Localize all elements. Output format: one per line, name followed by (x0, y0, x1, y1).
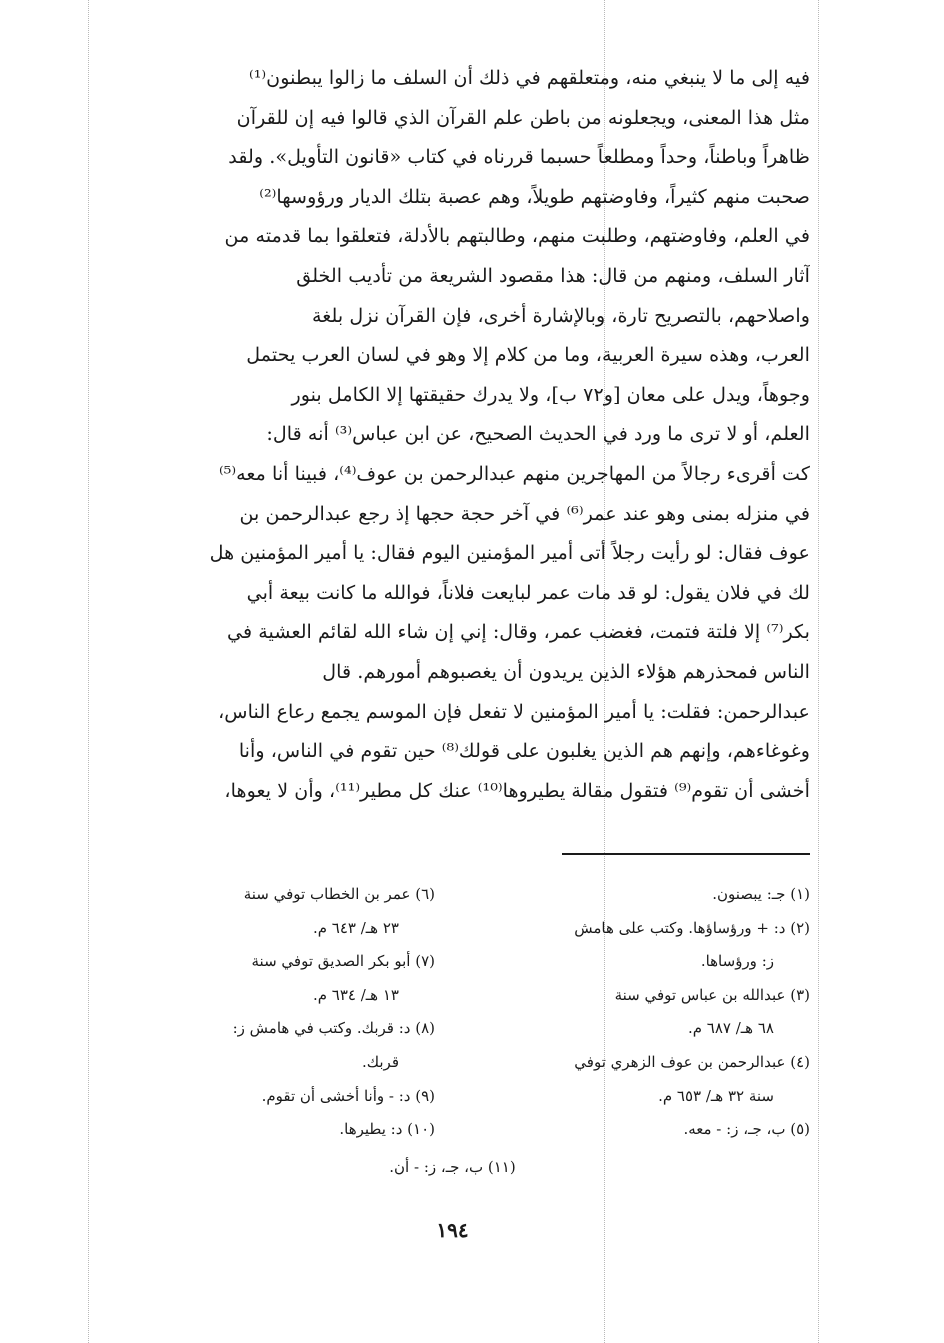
text-line: العلم، أو لا ترى ما ورد في الحديث الصحيح، عن ابن عباس⁽³⁾ أنه قال: (266, 422, 810, 446)
footnotes-right-column (470, 878, 810, 1147)
footnote-11: (١١) ب، جـ، ز: - أن. (389, 1158, 516, 1176)
footnote: (٤) عبدالرحمن بن عوف الزهري توفي (574, 1052, 810, 1071)
footnote-continuation: ٦٨ هـ/ ٦٨٧ م. (687, 1019, 774, 1038)
text-line: في منزله بمنى وهو عند عمر⁽⁶⁾ في آخر حجة حجها إذ رجع عبدالرحمن بن (239, 501, 810, 525)
scan-guide-line (88, 0, 89, 1343)
footnote-continuation: ز: ورؤساها. (700, 952, 774, 971)
text-line: آثار السلف، ومنهم من قال: هذا مقصود الشريعة من تأديب الخلق (296, 263, 810, 287)
text-line: وغوغاءهم، وإنهم هم الذين يغلبون على قولك⁽⁸⁾ حين تقوم في الناس، وأنا (238, 739, 810, 763)
text-line: ظاهراً وباطناً، وحداً ومطلعاً حسبما قررناه في كتاب «قانون التأويل». ولقد (228, 145, 810, 169)
text-line: العرب، وهذه سيرة العربية، وما من كلام إلا وهو في لسان العرب يحتمل (246, 343, 810, 367)
text-line: عوف فقال: لو رأيت رجلاً أتى أمير المؤمنين اليوم فقال: يا أمير المؤمنين هل (209, 541, 810, 565)
text-line: لك في فلان يقول: لو قد مات عمر لبايعت فلاناً، فوالله ما كانت بيعة أبي (246, 580, 810, 604)
footnote: (٩) د: - وأنا أخشى أن تقوم. (261, 1086, 435, 1105)
footnote: (٣) عبدالله بن عباس توفي سنة (614, 985, 810, 1004)
text-line: فيه إلى ما لا ينبغي منه، ومتعلقهم في ذلك أن السلف ما زالوا يبطنون⁽¹⁾ (248, 66, 810, 89)
footnote: (٨) د: قربك. وكتب في هامش ز: (232, 1019, 435, 1038)
footnote: (١) جـ: يبصنون. (712, 885, 810, 903)
footnote-continuation: قربك. (361, 1052, 399, 1071)
footnote: (٥) ب، جـ، ز: - معه. (683, 1120, 810, 1139)
footnote: (٦) عمر بن الخطاب توفي سنة (243, 885, 435, 903)
text-line: أخشى أن تقوم⁽⁹⁾ فتقول مقالة يطيروها⁽¹⁰⁾ عنك كل مطير⁽¹¹⁾، وأن لا يعوها، (224, 778, 810, 802)
book-page (95, 58, 810, 1242)
text-line: كت أقرىء رجالاً من المهاجرين منهم عبدالرحمن بن عوف⁽⁴⁾، فبينا أنا معه⁽⁵⁾ (218, 461, 810, 485)
footnotes-left-column (95, 878, 435, 1147)
text-line: بكر⁽⁷⁾ إلا فلتة فتمت، فغضب عمر، وقال: إني إن شاء الله لقائم العشية في (227, 620, 810, 644)
footnote: (٢) د: + ورؤساؤها. وكتب على هامش (574, 918, 810, 937)
text-line: في العلم، وفاوضتهم، وطلبت منهم، وطالبتهم بالأدلة، فتعلقوا بما قدمته من (224, 224, 810, 248)
text-line: صحبت منهم كثيراً، وفاوضتهم طويلاً، وهم عصبة بتلك الديار ورؤوسها⁽²⁾ (259, 184, 810, 208)
main-text (95, 58, 810, 810)
text-line: وجوهاً، ويدل على معان [و٧٢ ب]، ولا يدرك حقيقتها إلا الكامل بنور (291, 382, 810, 406)
footnote: (٧) أبو بكر الصديق توفي سنة (251, 952, 435, 971)
text-line: عبدالرحمن: فقلت: يا أمير المؤمنين لا تفعل فإن الموسم يجمع رعاع الناس، (218, 699, 810, 723)
text-line: واصلاحهم، بالتصريح تارة، وبالإشارة أخرى، فإن القرآن نزل بلغة (311, 303, 810, 327)
scan-guide-line (818, 0, 819, 1343)
footnote: (١٠) د: يطيرها. (339, 1120, 435, 1139)
text-line: الناس فمحذرهم هؤلاء الذين يريدون أن يغصبوهم أمورهم. قال (322, 659, 810, 683)
footnote-separator (562, 853, 810, 855)
footnote-continuation: سنة ٣٢ هـ/ ٦٥٣ م. (658, 1086, 774, 1105)
footnotes (95, 878, 810, 1139)
footnote-continuation: ٢٣ هـ/ ٦٤٣ م. (312, 918, 399, 937)
footnote-continuation: ١٣ هـ/ ٦٣٤ م. (312, 985, 399, 1004)
text-line: مثل هذا المعنى، ويجعلونه من باطن علم القرآن الذي قالوا فيه إن للقرآن (236, 105, 810, 129)
page-number: ١٩٤ (436, 1218, 469, 1242)
